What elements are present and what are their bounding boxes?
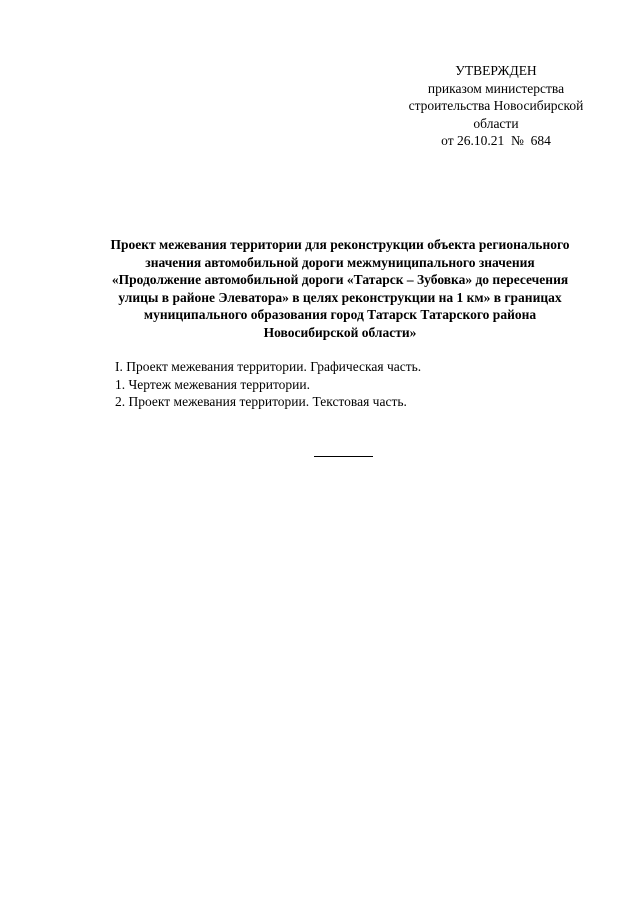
approval-status: УТВЕРЖДЕН	[455, 63, 537, 78]
approval-line-1: приказом министерства	[427, 80, 565, 96]
end-divider	[314, 456, 373, 457]
document-title	[60, 236, 620, 342]
title-line-3: «Продолжение автомобильной дороги «Татарск – Зубовка» до пересечения	[111, 272, 569, 288]
title-line-4: улицы в районе Элеватора» в целях реконструкции на 1 км» в границах	[118, 289, 562, 305]
approval-block	[385, 62, 607, 150]
title-line-6: Новосибирской области»	[263, 324, 417, 340]
contents-item: 2. Проект межевания территории. Текстовая часть.	[115, 394, 407, 409]
approval-line-3: области	[473, 115, 519, 131]
title-line-1: Проект межевания территории для реконструкции объекта регионального	[110, 237, 570, 252]
approval-date-number: от 26.10.21 № 684	[441, 133, 551, 148]
contents-item: 1. Чертеж межевания территории.	[115, 376, 310, 392]
title-line-2: значения автомобильной дороги межмуниципального значения	[145, 254, 535, 270]
contents-list	[115, 358, 421, 411]
contents-item: I. Проект межевания территории. Графическая часть.	[115, 359, 422, 374]
approval-line-2: строительства Новосибирской	[408, 98, 584, 113]
title-line-5: муниципального образования город Татарск Татарского района	[143, 307, 537, 323]
